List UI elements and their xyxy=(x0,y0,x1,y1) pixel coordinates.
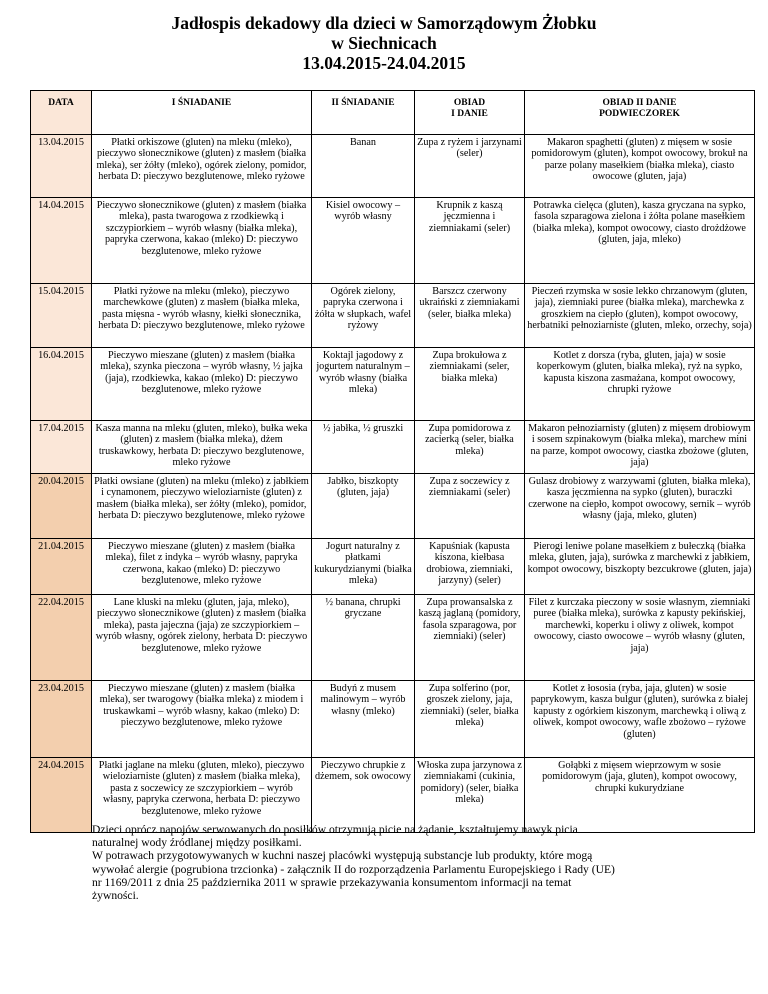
row-date: 23.04.2015 xyxy=(31,681,92,758)
row-breakfast-2: Banan xyxy=(312,135,415,198)
title-line-2: w Siechnicach xyxy=(331,33,437,53)
row-lunch-2: Kotlet z dorsza (ryba, gluten, jaja) w sosie koperkowym (gluten, białka mleka), ryż na sypko, kapusta kiszona zasmażana, kompot owocowy, chrupki ryżowe xyxy=(525,348,755,421)
row-lunch-2: Gołąbki z mięsem wieprzowym w sosie pomidorowym (jaja, gluten), kompot owocowy, chrupki kukurydziane xyxy=(525,758,755,833)
table-row xyxy=(31,198,755,284)
row-breakfast-1: Kasza manna na mleku (gluten, mleko), bułka weka (gluten) z masłem (białka mleka), dżem truskawkowy, herbata D: pieczywo bezglutenowe, mleko ryżowe xyxy=(92,421,312,474)
row-lunch-1: Krupnik z kaszą jęczmienna i ziemniakami (seler) xyxy=(415,198,525,284)
row-date: 16.04.2015 xyxy=(31,348,92,421)
row-lunch-1: Włoska zupa jarzynowa z ziemniakami (cukinia, pomidory) (seler, białka mleka) xyxy=(415,758,525,833)
table-row xyxy=(31,135,755,198)
row-breakfast-1: Płatki jaglane na mleku (gluten, mleko), pieczywo wieloziarniste (gluten) z masłem (białka mleka), pasta z soczewicy ze szczypiorkiem – wyrób własny, papryka czerwona, herbata D: pieczywo bezglutenowe, mleko ryżowe xyxy=(92,758,312,833)
header-date: DATA xyxy=(31,91,92,135)
row-date: 14.04.2015 xyxy=(31,198,92,284)
table-row xyxy=(31,539,755,595)
row-breakfast-2: Jabłko, biszkopty (gluten, jaja) xyxy=(312,474,415,539)
row-lunch-2: Makaron spaghetti (gluten) z mięsem w sosie pomidorowym (gluten), kompot owocowy, brokuł na parze polany masełkiem (białka mleka), ciasto owocowe (gluten, jaja) xyxy=(525,135,755,198)
header-lunch-1-line-2: I DANIE xyxy=(451,109,488,120)
table-row xyxy=(31,474,755,539)
row-lunch-1: Barszcz czerwony ukraiński z ziemniakami (seler, białka mleka) xyxy=(415,284,525,348)
notes-line-1: Dzieci oprócz napojów serwowanych do posiłków otrzymują picie na żądanie, kształtujemy nawyk picia xyxy=(92,823,578,836)
table-row xyxy=(31,348,755,421)
notes-line-5: nr 1169/2011 z dnia 25 października 2011 w sprawie przekazywania konsumentom informacji na temat xyxy=(92,875,572,889)
header-lunch-1-line-1: OBIAD xyxy=(453,98,486,108)
row-breakfast-2: Pieczywo chrupkie z dżemem, sok owocowy xyxy=(312,758,415,833)
row-breakfast-1: Płatki owsiane (gluten) na mleku (mleko) z jabłkiem i cynamonem, pieczywo wieloziarniste (gluten) z masłem (białka mleka), ser żółty (mleko), pomidor, herbata D: pieczywo bezglutenowe, mleko ryżowe xyxy=(92,474,312,539)
header-lunch-2-line-1: OBIAD II DANIE xyxy=(602,98,677,108)
allergen-notes xyxy=(92,823,742,902)
row-lunch-2: Makaron pełnoziarnisty (gluten) z mięsem drobiowym i sosem szpinakowym (białka mleka), marchew mini na parze, kompot owocowy, ciastka zbożowe (gluten, jaja) xyxy=(525,421,755,474)
row-date: 17.04.2015 xyxy=(31,421,92,474)
row-lunch-1: Zupa solferino (por, groszek zielony, jaja, ziemniaki) (seler, białka mleka) xyxy=(415,681,525,758)
row-date: 24.04.2015 xyxy=(31,758,92,833)
table-row xyxy=(31,421,755,474)
row-breakfast-2: Jogurt naturalny z płatkami kukurydzianymi (białka mleka) xyxy=(312,539,415,595)
row-breakfast-2: Koktajl jagodowy z jogurtem naturalnym –wyrób własny (białka mleka) xyxy=(312,348,415,421)
notes-line-2: naturalnej wody źródlanej między posiłkami. xyxy=(92,836,302,850)
row-breakfast-1: Pieczywo słonecznikowe (gluten) z masłem (białka mleka), pasta twarogowa z rzodkiewką i szczypiorkiem – wyrób własny (białka mleka), papryka czerwona, kakao (mleko) D: pieczywo bezglutenowe, mleko ryżowe xyxy=(92,198,312,284)
row-breakfast-2: ½ jabłka, ½ gruszki xyxy=(312,421,415,474)
notes-line-4: wywołać alergie (pogrubiona trzcionka) - załącznik II do rozporządzenia Parlamentu Europejskiego i Rady (UE) xyxy=(92,862,615,876)
row-date: 21.04.2015 xyxy=(31,539,92,595)
row-date: 20.04.2015 xyxy=(31,474,92,539)
row-breakfast-1: Pieczywo mieszane (gluten) z masłem (białka mleka), szynka pieczona – wyrób własny, ½ jajka (jaja), rzodkiewka, kakao (mleko) D: pieczywo bezglutenowe, mleko ryżowe xyxy=(92,348,312,421)
table-row xyxy=(31,758,755,833)
row-lunch-1: Zupa z ryżem i jarzynami (seler) xyxy=(415,135,525,198)
table-row xyxy=(31,681,755,758)
row-breakfast-2: Kisiel owocowy – wyrób własny xyxy=(312,198,415,284)
row-date: 22.04.2015 xyxy=(31,595,92,681)
title-line-1: Jadłospis dekadowy dla dzieci w Samorządowym Żłobku xyxy=(171,13,597,33)
title-line-3: 13.04.2015-24.04.2015 xyxy=(302,53,466,73)
row-breakfast-2: Ogórek zielony, papryka czerwona i żółta w słupkach, wafel ryżowy xyxy=(312,284,415,348)
row-breakfast-1: Płatki ryżowe na mleku (mleko), pieczywo marchewkowe (gluten) z masłem (białka mleka, pasta mięsna - wyrób własny, kiełki słonecznika, herbata D: pieczywo bezglutenowe, mleko ryżowe xyxy=(92,284,312,348)
row-lunch-1: Kapuśniak (kapusta kiszona, kiełbasa drobiowa, ziemniaki, jarzyny) (seler) xyxy=(415,539,525,595)
row-lunch-2: Filet z kurczaka pieczony w sosie własnym, ziemniaki puree (białka mleka), surówka z kapusty pekińskiej, marchewki, koperku i oliwy z oliwek, kompot owocowy, ciasto owocowe – wyrób własny (gluten, jaja) xyxy=(525,595,755,681)
row-date: 13.04.2015 xyxy=(31,135,92,198)
row-breakfast-2: Budyń z musem malinowym – wyrób własny (mleko) xyxy=(312,681,415,758)
row-lunch-2: Kotlet z łososia (ryba, jaja, gluten) w sosie paprykowym, kasza bulgur (gluten), surówka z białej kapusty z ogórkiem kiszonym, marchewką i oliwą z oliwek, kompot owocowy, wafle zbożowo – ryżowe (gluten) xyxy=(525,681,755,758)
row-breakfast-1: Pieczywo mieszane (gluten) z masłem (białka mleka), filet z indyka – wyrób własny, papryka czerwona, kakao (mleko) D: pieczywo bezglutenowe, mleko ryżowe xyxy=(92,539,312,595)
menu-table xyxy=(30,90,755,833)
row-lunch-2: Potrawka cielęca (gluten), kasza gryczana na sypko, fasola szparagowa zielona i żółta polane masełkiem (białka mleka), kompot owocowy, ciasto drożdżowe (gluten, jaja, mleko) xyxy=(525,198,755,284)
row-lunch-1: Zupa pomidorowa z zacierką (seler, białka mleka) xyxy=(415,421,525,474)
table-header-row xyxy=(31,91,755,135)
row-breakfast-1: Płatki orkiszowe (gluten) na mleku (mleko), pieczywo słonecznikowe (gluten) z masłem (białka mleka), ser żółty (mleko), ogórek zielony, pomidor, herbata D: pieczywo bezglutenowe, mleko ryżowe xyxy=(92,135,312,198)
header-lunch-2-line-2: PODWIECZOREK xyxy=(599,109,680,120)
row-lunch-1: Zupa z soczewicy z ziemniakami (seler) xyxy=(415,474,525,539)
header-breakfast-1: I ŚNIADANIE xyxy=(92,91,312,135)
row-lunch-2: Pierogi leniwe polane masełkiem z bułeczką (białka mleka, gluten, jaja), surówka z marchewki z jabłkiem, kompot owocowy, biszkopty bezcukrowe (gluten, jaja) xyxy=(525,539,755,595)
header-lunch-2 xyxy=(525,91,755,135)
row-breakfast-1: Lane kluski na mleku (gluten, jaja, mleko), pieczywo słonecznikowe (gluten) z masłem (białka mleka), pasta jajeczna (jaja) ze szczypiorkiem – wyrób własny, ogórek zielony, herbata D: pieczywo bezglutenowe, mleko ryżowe xyxy=(92,595,312,681)
row-lunch-2: Gulasz drobiowy z warzywami (gluten, białka mleka), kasza jęczmienna na sypko (gluten), buraczki czerwone na ciepło, kompot owocowy, sernik – wyrób własny (jaja, mleko, gluten) xyxy=(525,474,755,539)
table-row xyxy=(31,595,755,681)
notes-line-6: żywności. xyxy=(92,889,139,903)
row-breakfast-1: Pieczywo mieszane (gluten) z masłem (białka mleka), ser twarogowy (białka mleka) z miodem i truskawkami – wyrób własny, kakao (mleko) D: pieczywo bezglutenowe, mleko ryżowe xyxy=(92,681,312,758)
notes-line-3: W potrawach przygotowywanych w kuchni naszej placówki występują substancje lub produkty, które mogą xyxy=(92,849,593,863)
row-date: 15.04.2015 xyxy=(31,284,92,348)
page-title xyxy=(0,0,768,73)
row-lunch-1: Zupa brokułowa z ziemniakami (seler, białka mleka) xyxy=(415,348,525,421)
row-breakfast-2: ½ banana, chrupki gryczane xyxy=(312,595,415,681)
table-row xyxy=(31,284,755,348)
row-lunch-1: Zupa prowansalska z kaszą jaglaną (pomidory, fasola szparagowa, por ziemniaki) (seler) xyxy=(415,595,525,681)
header-lunch-1 xyxy=(415,91,525,135)
row-lunch-2: Pieczeń rzymska w sosie lekko chrzanowym (gluten, jaja), ziemniaki puree (białka mleka), marchewka z groszkiem na ciepło (gluten), kompot owocowy, herbatniki pełnoziarniste (gluten, mleko, orzechy, soja) xyxy=(525,284,755,348)
header-breakfast-2: II ŚNIADANIE xyxy=(312,91,415,135)
